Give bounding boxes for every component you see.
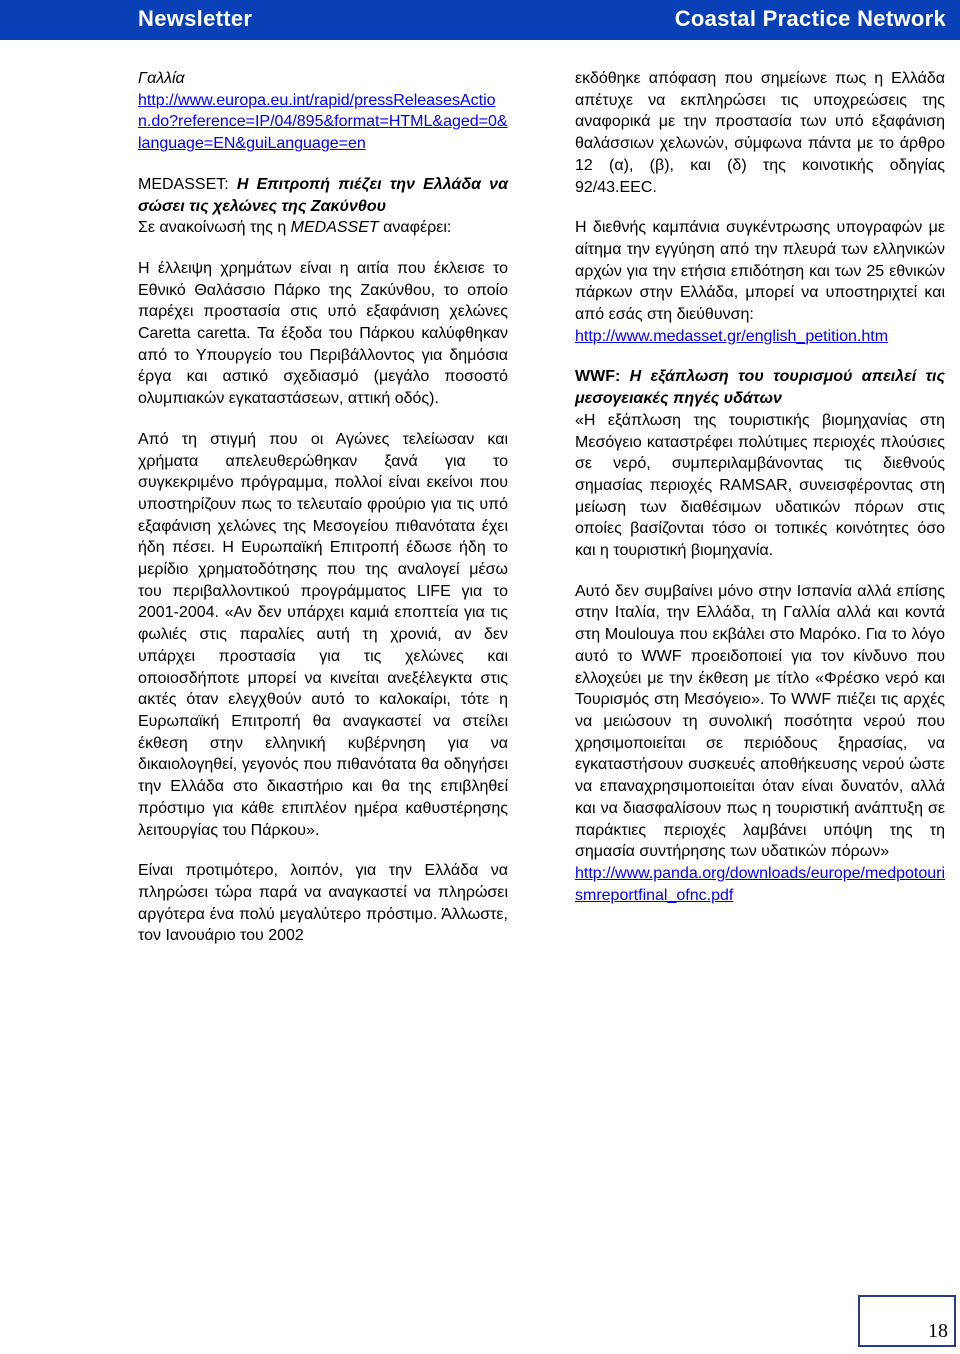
europa-link[interactable]: http://www.europa.eu.int/rapid/pressReleasesAction.do?reference=IP/04/895&format=HTML&aged=0&language=EN&guiLanguage=en	[138, 91, 508, 153]
left-column	[138, 68, 508, 966]
announce-org: MEDASSET	[290, 219, 379, 237]
right-paragraph-1: εκδόθηκε απόφαση που σημείωνε πως η Ελλάδα απέτυχε να εκπληρώσει τις υποχρεώσεις της αναφορικά με την προστασία των υπό εξαφάνιση θαλάσσιων χελωνών, σύμφωνα πάντα με το άρθρο 12 (α), (β), και (δ) της κοινοτικής οδηγίας 92/43.EEC.	[575, 70, 945, 196]
page-number: 18	[928, 1320, 948, 1342]
right-paragraph-2: Η διεθνής καμπάνια συγκέντρωσης υπογραφών με αίτημα την εγγύηση από την πλευρά των ελληνικών αρχών για την ετήσια επιδότηση και των 25 εθνικών πάρκων στην Ελλάδα, μπορεί να υποστηριχτεί και από εσάς στη διεύθυνση:	[575, 219, 945, 324]
country-label: Γαλλία	[138, 70, 185, 87]
medasset-petition-link[interactable]: http://www.medasset.gr/english_petition.htm	[575, 327, 889, 345]
source-link-paragraph	[138, 90, 508, 155]
page-number-box	[858, 1295, 956, 1347]
announcement-line	[138, 217, 508, 239]
left-paragraph-3: Είναι προτιμότερο, λοιπόν, για την Ελλάδα να πληρώσει τώρα παρά να αναγκαστεί να πληρώσει αργότερα ένα πολύ μεγαλύτερο πρόστιμο. Άλλωστε, τον Ιανουάριο του 2002	[138, 862, 508, 945]
newsletter-title: Newsletter	[138, 6, 253, 31]
wwf-prefix: WWF:	[575, 368, 630, 386]
medasset-title: Η Επιτροπή πιέζει την Ελλάδα να σώσει τις χελώνες της Ζακύνθου	[138, 175, 508, 215]
medasset-heading	[138, 174, 508, 217]
petition-link-paragraph	[575, 326, 945, 348]
medasset-prefix: MEDASSET:	[138, 175, 237, 193]
wwf-title: Η εξάπλωση του τουρισμού απειλεί τις μεσογειακές πηγές υδάτων	[575, 368, 945, 408]
panda-report-link[interactable]: http://www.panda.org/downloads/europe/medpotourismreportfinal_ofnc.pdf	[575, 864, 946, 904]
right-paragraph-4: Αυτό δεν συμβαίνει μόνο στην Ισπανία αλλά επίσης στην Ιταλία, την Ελλάδα, τη Γαλλία αλλά και κοντά στη Moulouya που εκβάλει στο Μαρόκο. Για το λόγο αυτό το WWF προειδοποιεί για τον κίνδυνο που ελλοχεύει με την έκθεση με τίτλο «Φρέσκο νερό και Τουρισμός στη Μεσόγειο». Το WWF πιέζει τις αρχές να μειώσουν τη συνολική ποσότητα νερού που χρησιμοποιείται σε περιόδους ξηρασίας, να εγκαταστήσουν συσκευές αποθήκευσης νερού ώστε να επαναχρησιμοποιείται όταν είναι δυνατόν, αλλά και να διασφαλίσουν πως η τουριστική ανάπτυξη σε παράκτιες περιοχές λαμβάνει υπόψη της τη σημασία συντήρησης των υδατικών πόρων»	[575, 582, 945, 861]
announce-suffix: αναφέρει:	[378, 219, 452, 237]
announce-prefix: Σε ανακοίνωσή της η	[138, 219, 291, 237]
panda-link-paragraph	[575, 863, 945, 906]
right-column	[575, 68, 945, 925]
network-title: Coastal Practice Network	[674, 6, 946, 31]
left-paragraph-1: Η έλλειψη χρημάτων είναι η αιτία που έκλεισε το Εθνικό Θαλάσσιο Πάρκο της Ζακύνθου, το οποίο παρέχει προστασία στις υπό εξαφάνιση χελώνες Caretta caretta. Τα έξοδα του Πάρκου καλύφθηκαν από το Υπουργείο του Περιβάλλοντος για δημόσια έργα και αστικό σχεδιασμό (μεγάλο ποσοστό ολυμπιακών εγκαταστάσεων, αττική οδός).	[138, 259, 508, 408]
left-paragraph-2: Από τη στιγμή που οι Αγώνες τελείωσαν και χρήματα απελευθερώθηκαν ξανά για το συγκεκριμένο πρόγραμμα, πολλοί είναι εκείνοι που υποστηρίζουν πως το τελευταίο φρούριο για τις υπό εξαφάνιση χελώνες της Μεσογείου πιθανότατα έχει ήδη πέσει. Η Ευρωπαϊκή Επιτροπή έδωσε ήδη το μερίδιο χρηματοδότησης που της αναλογεί μέσω του περιβαλλοντικού προγράμματος LIFE για το 2001-2004. «Αν δεν υπάρχει καμιά εποπτεία για τις φωλιές στις παραλίες αυτή τη χρονιά, αν δεν υπάρχει προστασία για τις χελώνες και οποιοσδήποτε μπορεί να κινείται ανεξέλεγκτα στις ακτές όταν ελεγχθούν αυτό το καλοκαίρι, τότε η Ευρωπαϊκή Επιτροπή θα αναγκαστεί να στείλει έκθεση στην ελληνική κυβέρνηση για να δικαιολογηθεί, γεγονός που πιθανότατα θα οδηγήσει την Ελλάδα στο δικαστήριο και θα της επιβληθεί πρόστιμο για κάθε επιπλέον ημέρα καθυστέρησης λειτουργίας του Πάρκου».	[138, 430, 508, 839]
header-bar	[0, 0, 960, 40]
right-paragraph-3: «Η εξάπλωση της τουριστικής βιομηχανίας στη Μεσόγειο καταστρέφει πολύτιμες περιοχές πλούσιες σε νερό, συμπεριλαμβάνοντας τις διεθνούς σημασίας περιοχές RAMSAR, συνεισφέροντας στη μείωση των διαθέσιμων υδατικών πόρων στις οποίες βασίζονται τόσο οι τοπικές κοινότητες όσο και η τουριστική βιομηχανία.	[575, 411, 945, 560]
wwf-heading	[575, 366, 945, 409]
